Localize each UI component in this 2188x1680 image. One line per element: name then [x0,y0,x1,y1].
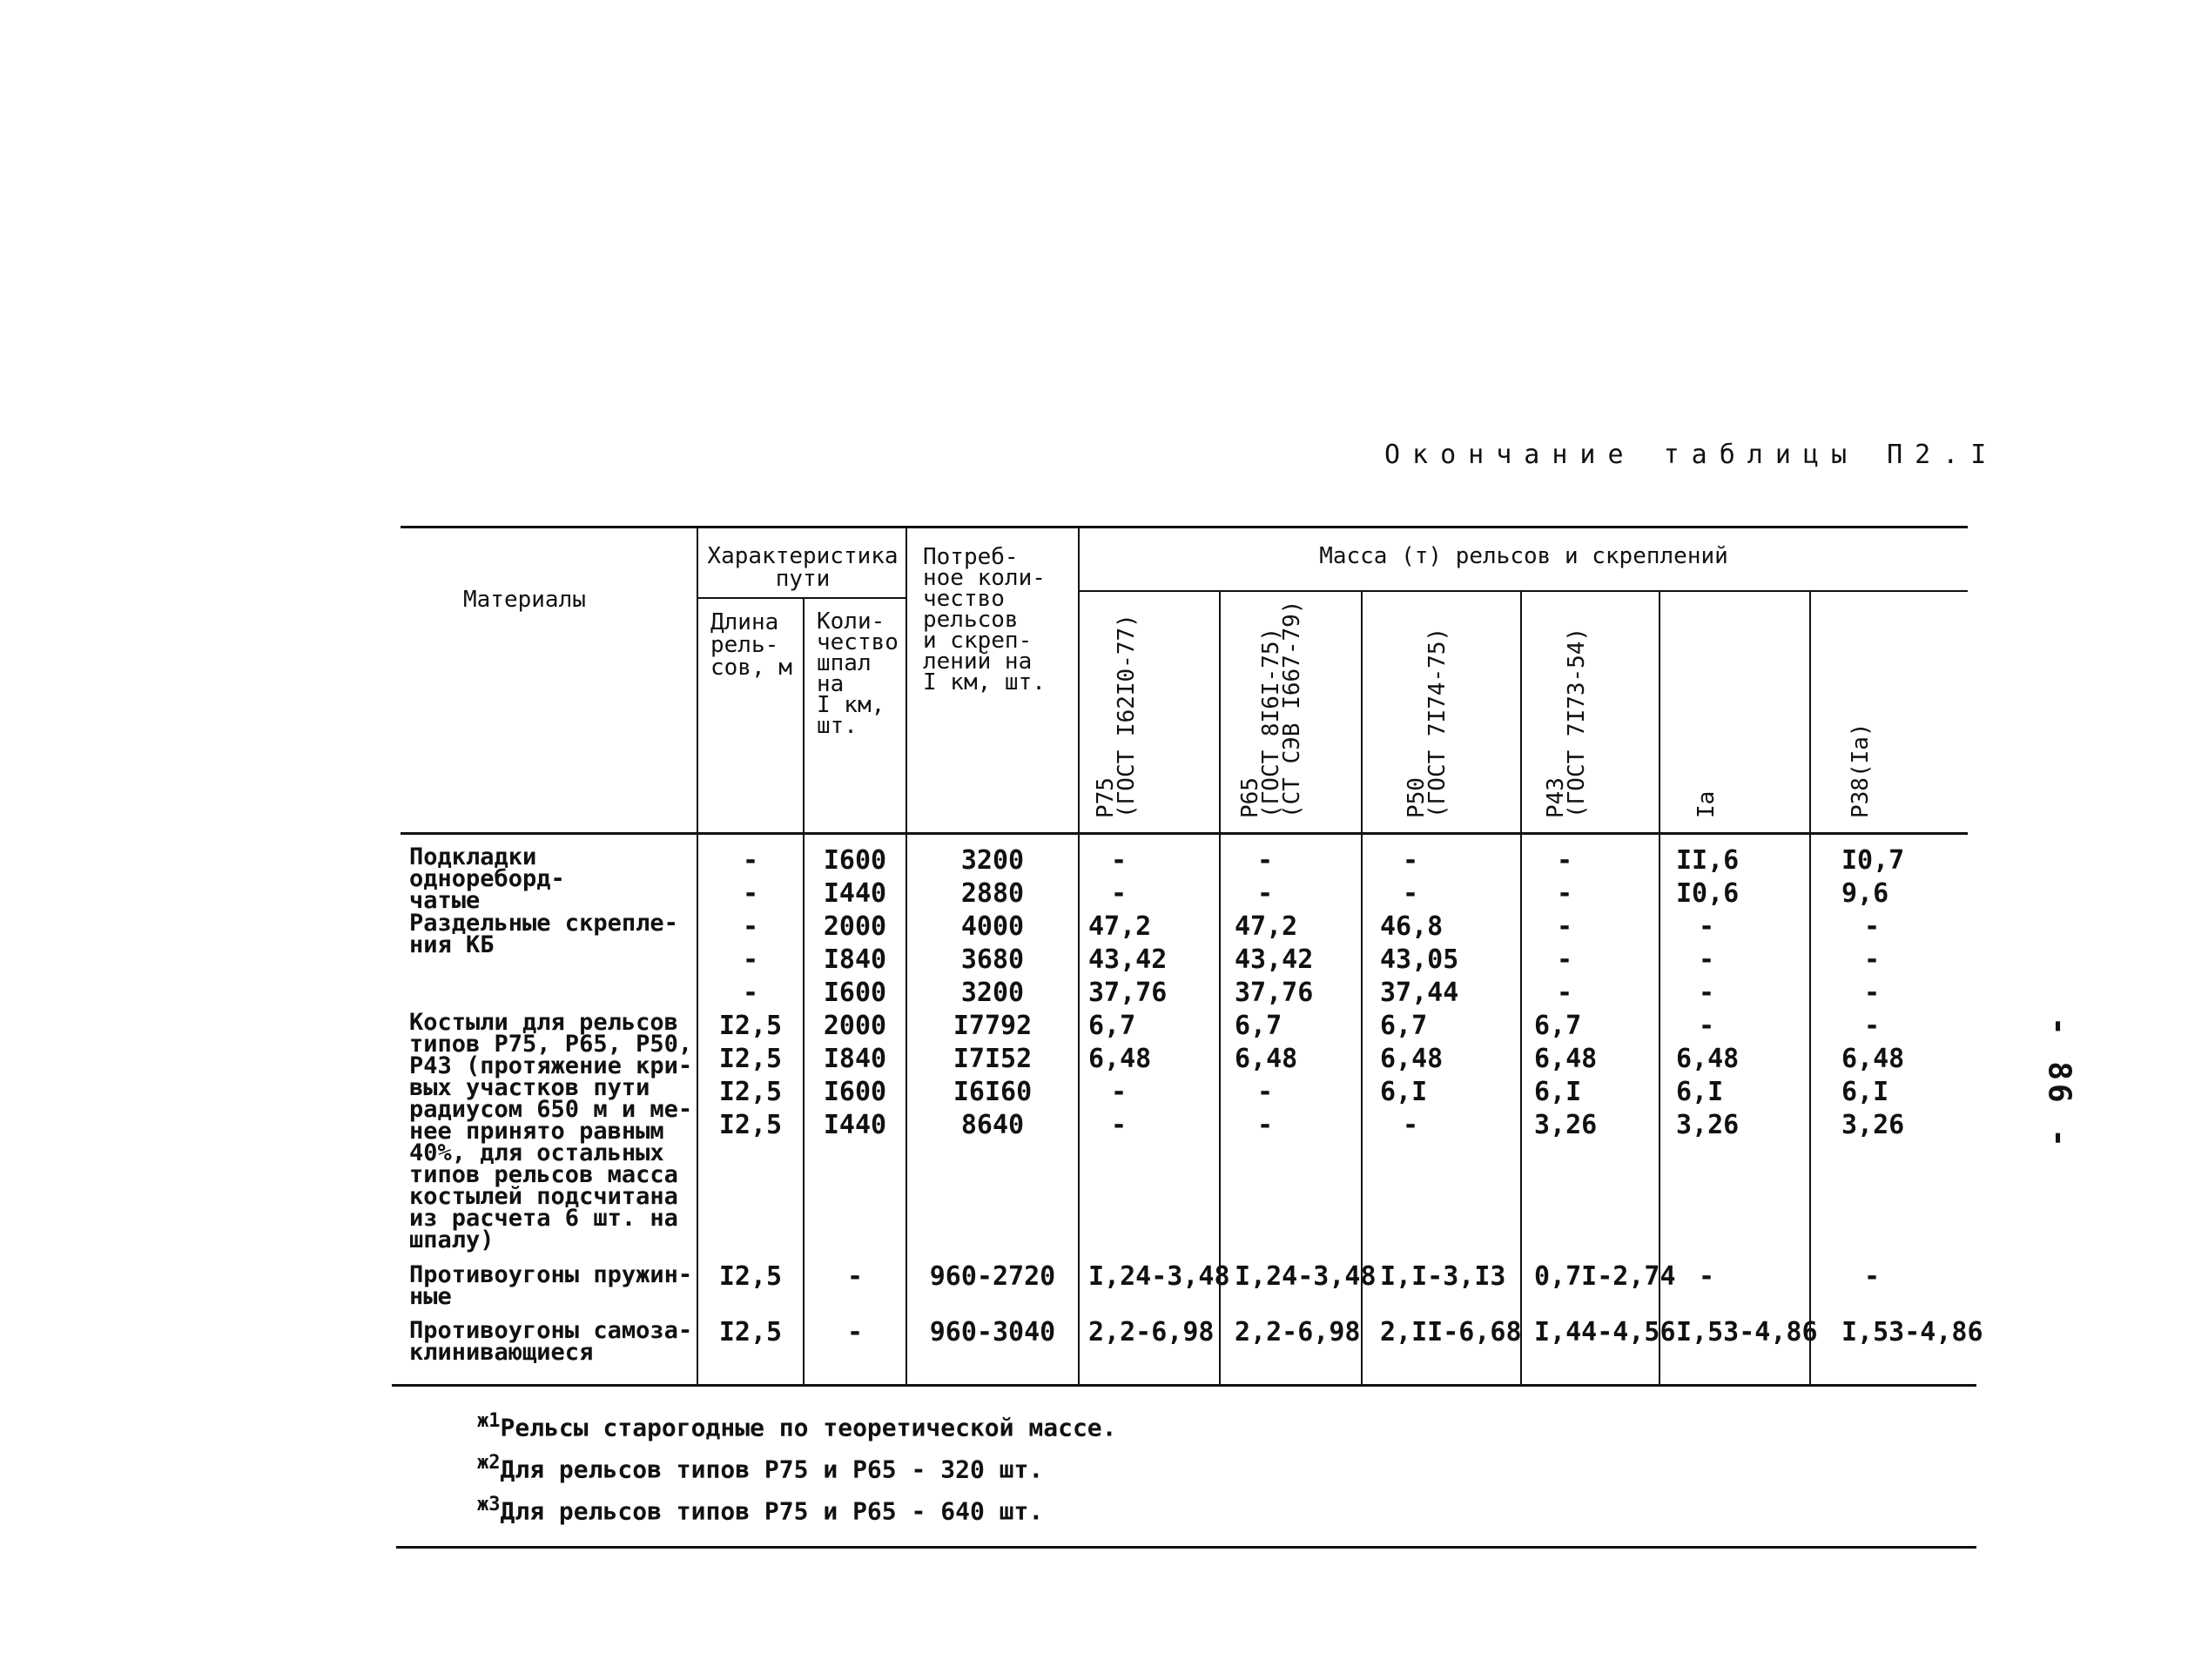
table-cell: I600 [823,978,887,1008]
table-cell: - [1403,1110,1419,1140]
table-cell: - [1699,1011,1715,1041]
col-divider [1809,590,1811,1384]
footnote-mark: ж3 [477,1494,501,1515]
table-cell: I6I60 [953,1077,1033,1107]
page-number-text: - 86 - [2041,1016,2077,1152]
table-cell: 6,48 [1380,1044,1444,1074]
table-cell: - [1864,1011,1881,1041]
table-cell: I600 [823,1077,887,1107]
table-cell: - [1699,1261,1715,1292]
table-cell: 2000 [823,1011,887,1041]
table-cell: - [1699,978,1715,1008]
table-cell: - [1557,845,1573,876]
table-cell: 960-3040 [929,1317,1056,1347]
col-divider [1520,590,1522,1384]
table-cell: - [742,978,759,1008]
table-cell: - [1864,911,1881,942]
table-cell: - [1557,911,1573,942]
rail-type-header: Р65 (ГОСТ 8I6I-75) (СТ СЭВ I667-79) [1237,600,1305,818]
material-name: Противоугоны самоза- клинивающиеся [409,1317,693,1366]
material-name: Противоугоны пружин- ные [409,1261,693,1310]
header-bottom-rule [401,832,1968,835]
table-cell: 3,26 [1841,1110,1905,1140]
table-cell: - [1557,978,1573,1008]
col-divider [1078,526,1080,1384]
track-header-rule [697,597,905,599]
table-cell: - [1864,978,1881,1008]
table-cell: 6,I [1841,1077,1889,1107]
table-cell: I,I-3,I3 [1380,1261,1506,1292]
table-cell: - [742,845,759,876]
table-cell: - [742,911,759,942]
header-track-characteristics: Характеристика пути [707,543,899,592]
rail-type-header: Р50 (ГОСТ 7I74-75) [1404,627,1451,818]
table-cell: II,6 [1676,845,1740,876]
table-cell: - [1699,944,1715,975]
table-cell: - [1403,845,1419,876]
table-cell: 8640 [960,1110,1025,1140]
table-cell: I,24-3,48 [1235,1261,1377,1292]
table-cell: - [1257,845,1274,876]
table-cell: - [1257,878,1274,909]
table-cell: 6,7 [1380,1011,1428,1041]
rail-type-header: Iа [1693,790,1720,818]
footnote-text: Для рельсов типов Р75 и Р65 - 320 шт. [500,1455,1044,1484]
table-cell: I2,5 [718,1011,783,1041]
table-caption: Окончание таблицы П2.I [1384,440,1999,470]
material-name: Костыли для рельсов типов Р75, Р65, Р50, Р43 (протяжение кри- вых участков пути радиусом 650 м и ме- нее принято равным 40%, для остальных типов рельсов масса костылей подсчитана из расчета 6 шт. на шпалу) [409,1009,693,1253]
rail-type-header: Р38(Iа) [1848,722,1874,818]
table-cell: - [1557,878,1573,909]
table-cell: I840 [823,944,887,975]
table-cell: 37,76 [1088,978,1168,1008]
table-cell: - [742,944,759,975]
footnote-mark: ж2 [477,1452,501,1474]
table-cell: 0,7I-2,74 [1534,1261,1676,1292]
table-cell: 960-2720 [929,1261,1056,1292]
table-cell: I,53-4,86 [1676,1317,1818,1347]
table-cell: I7792 [953,1011,1033,1041]
table-cell: I2,5 [718,1261,783,1292]
table-cell: 6,48 [1088,1044,1152,1074]
rail-type-header: Р43 (ГОСТ 7I73-54) [1543,627,1590,818]
table-cell: I840 [823,1044,887,1074]
footnote-mark: ж1 [477,1410,501,1432]
table-cell: I0,7 [1841,845,1905,876]
table-cell: I2,5 [718,1044,783,1074]
page-number [2033,1016,2085,1152]
table-cell: 2,2-6,98 [1088,1317,1215,1347]
table-cell: 43,42 [1235,944,1314,975]
table-cell: 6,48 [1841,1044,1905,1074]
table-cell: - [1257,1077,1274,1107]
header-required-quantity: Потреб- ное коли- чество рельсов и скреп- лений на I км, шт. [923,544,1046,696]
table-cell: 6,48 [1534,1044,1598,1074]
header-materials: Материалы [463,587,586,613]
table-cell: 6,7 [1235,1011,1283,1041]
table-cell: 6,7 [1088,1011,1136,1041]
table-cell: 2,II-6,68 [1380,1317,1522,1347]
table-cell: I2,5 [718,1110,783,1140]
mass-header-rule [1080,590,1968,592]
table-cell: 37,76 [1235,978,1314,1008]
table-cell: - [846,1317,864,1347]
table-cell: 47,2 [1235,911,1298,942]
table-cell: 2,2-6,98 [1235,1317,1361,1347]
table-cell: - [742,878,759,909]
table-cell: I440 [823,878,887,909]
table-cell: - [1257,1110,1274,1140]
table-cell: 3200 [960,978,1025,1008]
table-cell: I440 [823,1110,887,1140]
table-cell: I,24-3,48 [1088,1261,1230,1292]
table-cell: 37,44 [1380,978,1459,1008]
rail-type-header: Р75 (ГОСТ I62I0-77) [1093,614,1140,818]
footnotes-bottom-rule [396,1546,1976,1549]
table-cell: I7I52 [953,1044,1033,1074]
table-cell: 2000 [823,911,887,942]
table-cell: - [1699,911,1715,942]
table-cell: - [1111,1077,1128,1107]
header-mass: Масса (т) рельсов и скреплений [1319,543,1728,569]
table-cell: I2,5 [718,1077,783,1107]
table-cell: 3,26 [1676,1110,1740,1140]
table-cell: 6,I [1534,1077,1582,1107]
table-top-rule [401,526,1968,528]
table-cell: - [1864,944,1881,975]
table-cell: 46,8 [1380,911,1444,942]
table-cell: 6,48 [1235,1044,1298,1074]
table-cell: - [846,1261,864,1292]
table-cell: 6,7 [1534,1011,1582,1041]
table-cell: 6,I [1676,1077,1724,1107]
table-cell: - [1557,944,1573,975]
table-cell: - [1111,1110,1128,1140]
table-cell: - [1111,878,1128,909]
table-cell: I2,5 [718,1317,783,1347]
footnote [477,1452,1043,1483]
footnote-text: Для рельсов типов Р75 и Р65 - 640 шт. [500,1496,1044,1526]
table-cell: 6,I [1380,1077,1428,1107]
header-rail-length: Длина рель- сов, м [710,609,792,681]
footnote [477,1410,1117,1441]
table-cell: I0,6 [1676,878,1740,909]
footnote [477,1494,1043,1525]
table-cell: 4000 [960,911,1025,942]
table-bottom-rule [392,1384,1976,1387]
material-name: Подкладки однореборд- чатые [409,843,565,914]
table-cell: 47,2 [1088,911,1152,942]
table-cell: I,44-4,56 [1534,1317,1676,1347]
table-cell: 43,05 [1380,944,1459,975]
table-cell: 43,42 [1088,944,1168,975]
table-cell: I,53-4,86 [1841,1317,1983,1347]
table-cell: 6,48 [1676,1044,1740,1074]
table-cell: 2880 [960,878,1025,909]
table-cell: - [1403,878,1419,909]
table-cell: - [1864,1261,1881,1292]
table-cell: I600 [823,845,887,876]
table-cell: 3680 [960,944,1025,975]
material-name: Раздельные скрепле- ния КБ [409,910,678,958]
table-cell: 9,6 [1841,878,1889,909]
table-cell: 3200 [960,845,1025,876]
footnote-text: Рельсы старогодные по теоретической массе. [500,1413,1117,1442]
header-sleepers-per-km: Коли- чество шпал на I км, шт. [817,608,899,739]
table-cell: 3,26 [1534,1110,1598,1140]
table-cell: - [1111,845,1128,876]
